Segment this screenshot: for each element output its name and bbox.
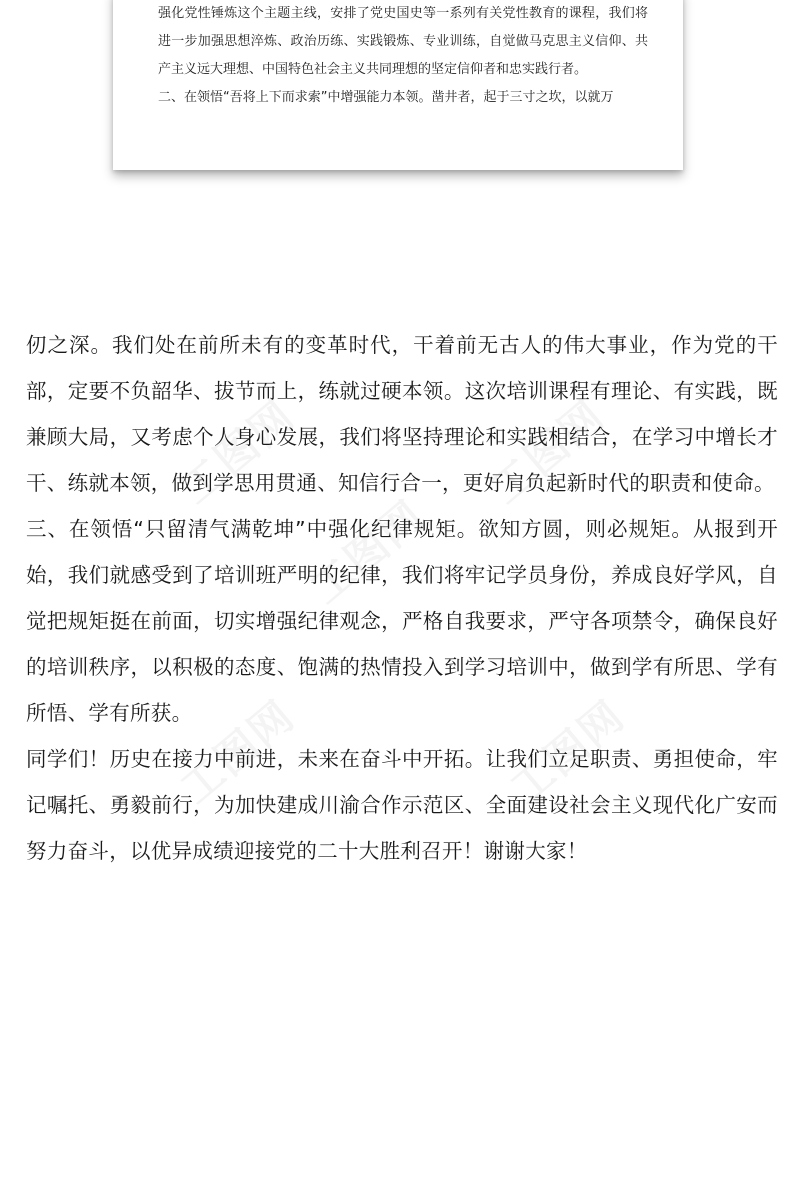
main-text-body xyxy=(26,322,778,874)
preview-text-block xyxy=(158,0,648,112)
preview-paragraph-1: 强化党性锤炼这个主题主线，安排了党史国史等一系列有关党性教育的课程，我们将进一步加强思想淬炼、政治历练、实践锻炼、专业训练，自觉做马克思主义信仰、共产主义远大理想、中国特色社会主义共同理想的坚定信仰者和忠实践行者。 xyxy=(158,6,648,77)
body-paragraph-3: 同学们！历史在接力中前进，未来在奋斗中开拓。让我们立足职责、勇担使命，牢记嘱托、勇毅前行，为加快建成川渝合作示范区、全面建设社会主义现代化广安而努力奋斗，以优异成绩迎接党的二十大胜利召开！谢谢大家！ xyxy=(26,747,778,863)
preview-paragraph-2: 二、在领悟“吾将上下而求索”中增强能力本领。凿井者，起于三寸之坎，以就万 xyxy=(158,90,614,105)
document-preview-card xyxy=(113,0,683,170)
body-paragraph-1: 仞之深。我们处在前所未有的变革时代，干着前无古人的伟大事业，作为党的干部，定要不负韶华、拔节而上，练就过硬本领。这次培训课程有理论、有实践，既兼顾大局，又考虑个人身心发展，我们将坚持理论和实践相结合，在学习中增长才干、练就本领，做到学思用贯通、知信行合一，更好肩负起新时代的职责和使命。 xyxy=(26,333,778,495)
body-paragraph-2: 三、在领悟“只留清气满乾坤”中强化纪律规矩。欲知方圆，则必规矩。从报到开始，我们就感受到了培训班严明的纪律，我们将牢记学员身份，养成良好学风，自觉把规矩挺在前面，切实增强纪律观念，严格自我要求，严守各项禁令，确保良好的培训秩序，以积极的态度、饱满的热情投入到学习培训中，做到学有所思、学有所悟、学有所获。 xyxy=(26,517,778,725)
